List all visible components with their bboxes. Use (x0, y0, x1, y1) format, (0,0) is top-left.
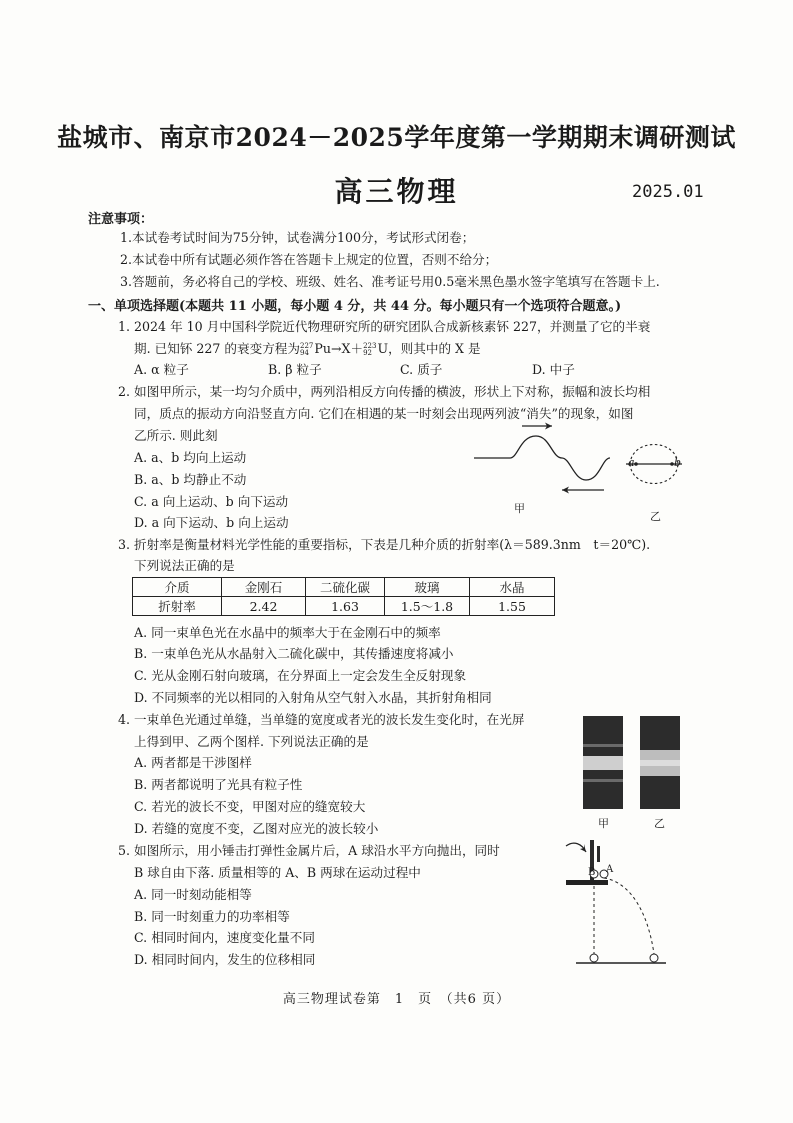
central-bright-fringe (583, 756, 623, 770)
q5-option-d: D. 相同时间内，发生的位移相同 (134, 952, 316, 967)
equation-end: U (377, 341, 389, 356)
exam-title: 盐城市、南京市2024－2025学年度第一学期期末调研测试 (57, 123, 736, 152)
wave-curve (474, 436, 610, 480)
table-cell: 2.42 (222, 597, 306, 616)
diffraction-pattern-jia (583, 716, 623, 809)
equation-mid: Pu→X＋ (314, 341, 364, 356)
table-header-cell: 介质 (133, 578, 222, 597)
q2-option-a: A. a、b 均向上运动 (134, 450, 247, 465)
u-nuclide-index: 223 92 (363, 341, 377, 357)
ball-b-label: B (588, 867, 596, 878)
table-header-cell: 二硫化碳 (306, 578, 385, 597)
q1-stem-line: 1. 2024 年 10 月中国科学院近代物理研究所的研究团队合成新核素钚 227，并测量了它的半衰 (118, 319, 651, 334)
table-header-cell: 玻璃 (385, 578, 470, 597)
ball-a-landed (650, 954, 658, 962)
q1-option-c: C. 质子 (400, 362, 443, 377)
q2-stem-line: 同，质点的振动方向沿竖直方向. 它们在相遇的某一时刻会出现两列波“消失”的现象，如图 (134, 406, 634, 421)
q1-stem-line (134, 340, 481, 358)
wave-figure-yi (622, 428, 688, 510)
q1-option-d: D. 中子 (532, 362, 575, 377)
q4-option-c: C. 若光的波长不变，甲图对应的缝宽较大 (134, 799, 366, 814)
a-projectile-path (604, 878, 654, 954)
point-a-dot (634, 462, 638, 466)
q3-stem-line: 下列说法正确的是 (134, 558, 235, 573)
fig-label-yi: 乙 (650, 510, 661, 523)
q4-option-b: B. 两者都说明了光具有粒子性 (134, 777, 303, 792)
q4-stem-line: 上得到甲、乙两个图样. 下列说法正确的是 (134, 734, 369, 749)
ball-a-label: A (606, 864, 614, 875)
table-cell: 1.5～1.8 (385, 597, 470, 616)
refractive-index-table (132, 577, 555, 616)
fig-label-jia: 甲 (514, 502, 525, 515)
projectile-apparatus-figure (560, 836, 670, 970)
q4-option-a: A. 两者都是干涉图样 (134, 755, 252, 770)
side-fringe (583, 744, 623, 747)
notice-item: 3.答题前，务必将自己的学校、班级、姓名、准考证号用0.5毫米黑色墨水签字笔填写在答题卡上. (120, 274, 660, 289)
dashed-upper-wave (630, 445, 678, 465)
diffraction-pattern-yi (640, 716, 680, 809)
q1-stem-text: ，则其中的 X 是 (388, 341, 481, 356)
q5-stem-line: B 球自由下落. 质量相等的 A、B 两球在运动过程中 (134, 865, 421, 880)
q3-option-c: C. 光从金刚石射向玻璃，在分界面上一定会发生全反射现象 (134, 668, 467, 683)
table-row (133, 597, 555, 616)
fig-label-yi: 乙 (654, 817, 665, 830)
fringe-center (640, 760, 680, 766)
wave-figure-jia (470, 422, 620, 512)
exam-subject: 高三物理 (334, 175, 459, 208)
q5-stem-line: 5. 如图所示，用小锤击打弹性金属片后，A 球沿水平方向抛出，同时 (118, 843, 500, 858)
q1-option-b: B. β 粒子 (268, 362, 322, 377)
fig-label-jia: 甲 (598, 817, 609, 830)
side-fringe (583, 779, 623, 782)
ball-b-landed (590, 954, 598, 962)
page-footer: 高三物理试卷第 1 页 （共6 页） (282, 992, 511, 1007)
metal-strip (597, 846, 600, 862)
q3-stem-line: 3. 折射率是衡量材料光学性能的重要指标，下表是几种介质的折射率(λ＝589.3nm t＝20℃). (118, 537, 651, 552)
dashed-lower-wave (630, 464, 678, 484)
notice-item: 2.本试卷中所有试题必须作答在答题卡上规定的位置，否则不给分； (120, 252, 498, 267)
q1-stem-text: 期. 已知钚 227 的衰变方程为 (134, 341, 300, 356)
table-header-cell: 金刚石 (222, 578, 306, 597)
q3-option-a: A. 同一束单色光在水晶中的频率大于在金刚石中的频率 (134, 625, 441, 640)
notice-heading: 注意事项： (88, 212, 154, 227)
q3-option-d: D. 不同频率的光以相同的入射角从空气射入水晶，其折射角相同 (134, 690, 492, 705)
q2-option-d: D. a 向下运动、b 向上运动 (134, 515, 289, 530)
q4-option-d: D. 若缝的宽度不变，乙图对应光的波长较小 (134, 821, 379, 836)
exam-date: 2025.01 (632, 182, 704, 202)
q2-option-c: C. a 向上运动、b 向下运动 (134, 494, 289, 509)
q2-stem-line: 乙所示. 则此刻 (134, 428, 218, 443)
q3-option-b: B. 一束单色光从水晶射入二硫化碳中，其传播速度将减小 (134, 646, 454, 661)
table-cell: 1.55 (470, 597, 555, 616)
launch-shelf (566, 880, 608, 885)
table-header-cell: 水晶 (470, 578, 555, 597)
section-heading: 一、单项选择题(本题共 11 小题，每小题 4 分，共 44 分。每小题只有一个选项符合题意。) (88, 299, 622, 314)
notice-item: 1.本试卷考试时间为75分钟，试卷满分100分，考试形式闭卷； (120, 230, 475, 245)
pu-nuclide-index: 227 94 (300, 341, 314, 357)
point-b-label: b (674, 456, 682, 469)
q1-option-a: A. α 粒子 (134, 362, 189, 377)
table-cell: 1.63 (306, 597, 385, 616)
hammer-arrow (566, 843, 586, 852)
q2-stem-line: 2. 如图甲所示，某一均匀介质中，两列沿相反方向传播的横波，形状上下对称，振幅和波长均相 (118, 384, 651, 399)
q5-option-a: A. 同一时刻动能相等 (134, 887, 252, 902)
table-cell: 折射率 (133, 597, 222, 616)
q5-option-b: B. 同一时刻重力的功率相等 (134, 909, 290, 924)
q5-option-c: C. 相同时间内，速度变化量不同 (134, 930, 315, 945)
table-header-row (133, 578, 555, 597)
point-a-label: a (628, 456, 635, 469)
q4-stem-line: 4. 一束单色光通过单缝，当单缝的宽度或者光的波长发生变化时，在光屏 (118, 712, 525, 727)
q2-option-b: B. a、b 均静止不动 (134, 472, 247, 487)
